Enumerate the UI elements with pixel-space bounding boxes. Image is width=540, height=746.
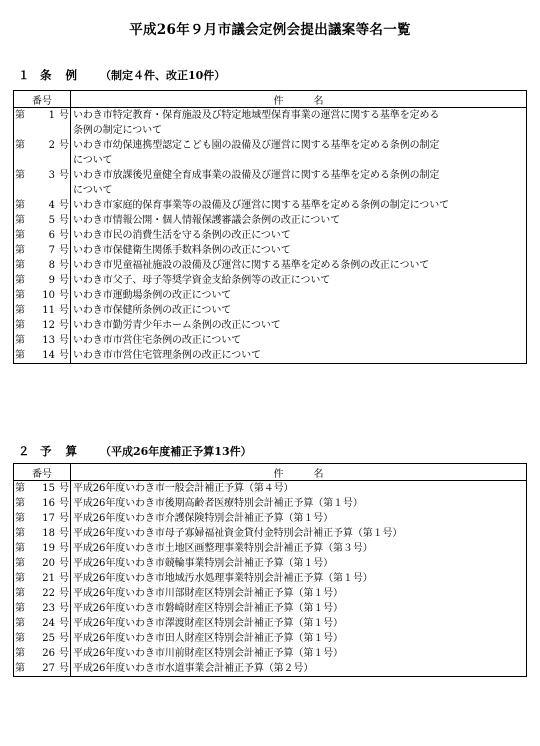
table-row (14, 646, 527, 661)
bill-number (14, 228, 71, 243)
table-row (14, 526, 527, 541)
table-row (14, 586, 527, 601)
budget-rows (14, 481, 527, 677)
bill-name-text: いわき市市営住宅条例の改正について (73, 335, 242, 346)
bill-number (14, 496, 71, 511)
section-subtitle: （平成26年度補正予算13件） (100, 445, 252, 458)
bill-name (71, 631, 527, 646)
bill-prefix: 第 (15, 558, 25, 569)
bill-prefix: 第 (15, 275, 25, 286)
table-row (14, 571, 527, 586)
bill-suffix: 号 (59, 633, 69, 644)
bill-number (14, 586, 71, 601)
table-row (14, 258, 527, 273)
bill-name-text: 平成26年度いわき市川前財産区特別会計補正予算（第１号） (73, 648, 343, 659)
bill-prefix: 第 (15, 648, 25, 659)
ordinance-table (13, 90, 527, 364)
bill-number-value: 20 (42, 558, 55, 569)
table-row (14, 273, 527, 288)
table-row (14, 481, 527, 497)
bill-prefix: 第 (15, 320, 25, 331)
bill-name (71, 586, 527, 601)
bill-prefix: 第 (15, 663, 25, 674)
bill-number (14, 541, 71, 556)
table-row (14, 288, 527, 303)
bill-prefix: 第 (15, 290, 25, 301)
bill-suffix: 号 (59, 558, 69, 569)
bill-name (71, 571, 527, 586)
bill-suffix: 号 (59, 140, 69, 151)
bill-prefix: 第 (15, 215, 25, 226)
bill-name (71, 601, 527, 616)
table-row (14, 138, 527, 168)
bill-name (71, 138, 527, 168)
bill-name-text: 平成26年度いわき市土地区画整理事業特別会計補正予算（第３号） (73, 543, 373, 554)
bill-number (14, 511, 71, 526)
bill-number (14, 288, 71, 303)
bill-name-text: いわき市児童福祉施設の設備及び運営に関する基準を定める条例の改正について (73, 260, 430, 271)
bill-number-value: 8 (48, 260, 55, 271)
table-row (14, 333, 527, 348)
bill-name-text: 平成26年度いわき市川部財産区特別会計補正予算（第１号） (73, 588, 343, 599)
bill-name-continuation: について (73, 185, 113, 196)
bill-number (14, 556, 71, 571)
bill-prefix: 第 (15, 260, 25, 271)
bill-name-text: いわき市放課後児童健全育成事業の設備及び運営に関する基準を定める条例の制定 (73, 170, 440, 181)
bill-name-text: 平成26年度いわき市田人財産区特別会計補正予算（第１号） (73, 633, 343, 644)
section-heading-ordinances (18, 67, 225, 83)
bill-suffix: 号 (59, 245, 69, 256)
bill-number (14, 661, 71, 677)
bill-number (14, 631, 71, 646)
table-row (14, 318, 527, 333)
bill-prefix: 第 (15, 603, 25, 614)
bill-number (14, 481, 71, 497)
bill-name (71, 168, 527, 198)
bill-number-value: 15 (42, 483, 55, 494)
bill-name (71, 228, 527, 243)
section-word: 条例 (40, 68, 91, 82)
bill-prefix: 第 (15, 513, 25, 524)
bill-name-text: 平成26年度いわき市競輪事業特別会計補正予算（第１号） (73, 558, 334, 569)
bill-name-text: いわき市家庭的保育事業等の設備及び運営に関する基準を定める条例の制定について (73, 200, 449, 211)
bill-number-value: 10 (42, 290, 55, 301)
bill-name (71, 526, 527, 541)
table-row (14, 661, 527, 677)
bill-prefix: 第 (15, 498, 25, 509)
bill-prefix: 第 (15, 588, 25, 599)
column-header-number: 番号 (14, 464, 71, 481)
bill-name-text: 平成26年度いわき市磐崎財産区特別会計補正予算（第１号） (73, 603, 343, 614)
table-row (14, 303, 527, 318)
bill-number-value: 9 (48, 275, 55, 286)
table-row (14, 108, 527, 139)
bill-name-text: いわき市特定教育・保育施設及び特定地域型保育事業の運営に関する基準を定める (73, 110, 440, 121)
bill-number (14, 601, 71, 616)
bill-name-text: 平成26年度いわき市水道事業会計補正予算（第２号） (73, 663, 314, 674)
bill-prefix: 第 (15, 305, 25, 316)
bill-prefix: 第 (15, 245, 25, 256)
bill-suffix: 号 (59, 320, 69, 331)
bill-number (14, 526, 71, 541)
bill-prefix: 第 (15, 200, 25, 211)
table-row (14, 348, 527, 364)
bill-name-text: いわき市情報公開・個人情報保護審議会条例の改正について (73, 215, 341, 226)
bill-suffix: 号 (59, 170, 69, 181)
bill-suffix: 号 (59, 260, 69, 271)
bill-number-value: 3 (48, 170, 55, 181)
bill-prefix: 第 (15, 350, 25, 361)
bill-name-text: 平成26年度いわき市澤渡財産区特別会計補正予算（第１号） (73, 618, 343, 629)
bill-prefix: 第 (15, 618, 25, 629)
bill-number-value: 7 (48, 245, 55, 256)
bill-number-value: 1 (48, 110, 55, 121)
bill-prefix: 第 (15, 483, 25, 494)
bill-number-value: 12 (42, 320, 55, 331)
bill-name (71, 616, 527, 631)
section-word: 予算 (40, 444, 91, 458)
table-row (14, 541, 527, 556)
bill-name-text: いわき市勤労青少年ホーム条例の改正について (73, 320, 281, 331)
bill-prefix: 第 (15, 110, 25, 121)
bill-name-text: いわき市保健所条例の改正について (73, 305, 232, 316)
bill-number-value: 14 (42, 350, 55, 361)
bill-number (14, 348, 71, 364)
table-row (14, 213, 527, 228)
bill-suffix: 号 (59, 200, 69, 211)
bill-number-value: 22 (42, 588, 55, 599)
bill-suffix: 号 (59, 603, 69, 614)
ordinance-rows (14, 108, 527, 364)
bill-name-text: いわき市運動場条例の改正について (73, 290, 232, 301)
bill-name (71, 108, 527, 139)
bill-suffix: 号 (59, 618, 69, 629)
bill-suffix: 号 (59, 275, 69, 286)
bill-name-text: 平成26年度いわき市介護保険特別会計補正予算（第１号） (73, 513, 334, 524)
column-header-name: 件 名 (71, 91, 527, 108)
bill-number-value: 21 (42, 573, 55, 584)
table-row (14, 168, 527, 198)
bill-name (71, 556, 527, 571)
bill-suffix: 号 (59, 573, 69, 584)
table-row (14, 228, 527, 243)
table-row (14, 511, 527, 526)
bill-name-text: 平成26年度いわき市地域汚水処理事業特別会計補正予算（第１号） (73, 573, 373, 584)
bill-number (14, 198, 71, 213)
bill-prefix: 第 (15, 543, 25, 554)
bill-name (71, 333, 527, 348)
bill-prefix: 第 (15, 528, 25, 539)
bill-name (71, 258, 527, 273)
bill-name (71, 348, 527, 364)
table-row (14, 601, 527, 616)
bill-name (71, 198, 527, 213)
bill-suffix: 号 (59, 663, 69, 674)
bill-suffix: 号 (59, 350, 69, 361)
bill-number (14, 273, 71, 288)
bill-number (14, 333, 71, 348)
bill-number (14, 243, 71, 258)
page-title: 平成26年９月市議会定例会提出議案等名一覧 (129, 22, 411, 38)
bill-number-value: 4 (48, 200, 55, 211)
table-row (14, 556, 527, 571)
column-header-name: 件 名 (71, 464, 527, 481)
bill-number-value: 2 (48, 140, 55, 151)
bill-prefix: 第 (15, 170, 25, 181)
bill-number-value: 26 (42, 648, 55, 659)
bill-name-text: いわき市民の消費生活を守る条例の改正について (73, 230, 291, 241)
bill-name (71, 511, 527, 526)
bill-number-value: 18 (42, 528, 55, 539)
bill-suffix: 号 (59, 543, 69, 554)
bill-name-text: 平成26年度いわき市一般会計補正予算（第４号） (73, 483, 294, 494)
bill-name (71, 213, 527, 228)
table-row (14, 616, 527, 631)
table-row (14, 243, 527, 258)
bill-name-text: 平成26年度いわき市母子寡婦福祉資金貸付金特別会計補正予算（第１号） (73, 528, 403, 539)
bill-number-value: 17 (42, 513, 55, 524)
bill-number-value: 11 (42, 305, 55, 316)
bill-number-value: 16 (42, 498, 55, 509)
section-heading-budget (18, 443, 252, 459)
bill-number-value: 25 (42, 633, 55, 644)
bill-suffix: 号 (59, 110, 69, 121)
table-row (14, 496, 527, 511)
bill-name (71, 273, 527, 288)
bill-number (14, 138, 71, 168)
bill-number-value: 19 (42, 543, 55, 554)
bill-number (14, 258, 71, 273)
bill-suffix: 号 (59, 483, 69, 494)
bill-prefix: 第 (15, 230, 25, 241)
bill-suffix: 号 (59, 528, 69, 539)
bill-name-text: いわき市父子、母子等奨学資金支給条例等の改正について (73, 275, 331, 286)
section-number: ２ (18, 444, 30, 458)
bill-number (14, 168, 71, 198)
bill-number (14, 213, 71, 228)
bill-name (71, 646, 527, 661)
bill-suffix: 号 (59, 335, 69, 346)
bill-name (71, 318, 527, 333)
bill-number (14, 108, 71, 139)
bill-number (14, 318, 71, 333)
bill-name-text: いわき市保健衛生関係手数料条例の改正について (73, 245, 291, 256)
bill-name-text: いわき市幼保連携型認定こども園の設備及び運営に関する基準を定める条例の制定 (73, 140, 440, 151)
bill-number (14, 303, 71, 318)
bill-name (71, 243, 527, 258)
bill-prefix: 第 (15, 633, 25, 644)
bill-number (14, 616, 71, 631)
bill-number (14, 571, 71, 586)
column-header-number: 番号 (14, 91, 71, 108)
bill-suffix: 号 (59, 305, 69, 316)
bill-number-value: 13 (42, 335, 55, 346)
bill-suffix: 号 (59, 230, 69, 241)
bill-suffix: 号 (59, 588, 69, 599)
bill-number-value: 6 (48, 230, 55, 241)
budget-table (13, 463, 527, 677)
bill-prefix: 第 (15, 140, 25, 151)
bill-number-value: 24 (42, 618, 55, 629)
bill-suffix: 号 (59, 648, 69, 659)
bill-name (71, 481, 527, 497)
bill-name-continuation: 条例の制定について (73, 125, 162, 136)
bill-number-value: 23 (42, 603, 55, 614)
bill-name (71, 288, 527, 303)
table-row (14, 198, 527, 213)
bill-name-text: いわき市市営住宅管理条例の改正について (73, 350, 261, 361)
bill-suffix: 号 (59, 290, 69, 301)
bill-suffix: 号 (59, 498, 69, 509)
bill-number (14, 646, 71, 661)
bill-name (71, 541, 527, 556)
bill-name-continuation: について (73, 155, 113, 166)
bill-suffix: 号 (59, 215, 69, 226)
bill-number-value: 27 (42, 663, 55, 674)
bill-name (71, 303, 527, 318)
bill-number-value: 5 (48, 215, 55, 226)
bill-name (71, 661, 527, 677)
bill-suffix: 号 (59, 513, 69, 524)
section-number: １ (18, 68, 30, 82)
section-subtitle: （制定４件、改正10件） (100, 69, 226, 82)
bill-name-text: 平成26年度いわき市後期高齢者医療特別会計補正予算（第１号） (73, 498, 363, 509)
table-row (14, 631, 527, 646)
bill-prefix: 第 (15, 335, 25, 346)
bill-prefix: 第 (15, 573, 25, 584)
bill-name (71, 496, 527, 511)
